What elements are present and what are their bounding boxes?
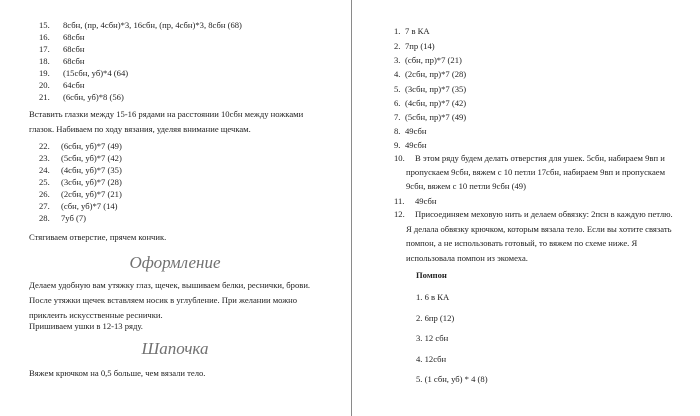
section-heading-decoration: Оформление bbox=[129, 253, 221, 272]
list-item bbox=[394, 151, 679, 193]
row-number: 18. bbox=[39, 56, 50, 66]
row-number: 15. bbox=[39, 20, 50, 30]
row-number: 4. bbox=[394, 69, 401, 79]
row-text: 7пр (14) bbox=[405, 41, 435, 51]
hat-instructions: Вяжем крючком на 0,5 больше, чем вязали тело. bbox=[29, 368, 206, 378]
list-item bbox=[394, 112, 466, 123]
list-item bbox=[394, 140, 427, 151]
list-item bbox=[39, 165, 122, 176]
row-text: (3сбн, уб)*7 (28) bbox=[61, 177, 122, 187]
row-text: (3сбн, пр)*7 (35) bbox=[405, 84, 467, 94]
list-item bbox=[39, 177, 122, 188]
row-text: (5сбн, уб)*7 (42) bbox=[61, 153, 122, 163]
row-text: 68сбн bbox=[63, 56, 85, 66]
row-text: 64сбн bbox=[63, 80, 85, 90]
row-text: (2сбн, уб)*7 (21) bbox=[61, 189, 122, 199]
row-number: 9. bbox=[394, 140, 401, 150]
section-heading-hat: Шапочка bbox=[141, 339, 209, 358]
list-item bbox=[394, 26, 430, 37]
list-item bbox=[394, 126, 427, 137]
pompom-item: 3. 12 сбн bbox=[416, 333, 449, 343]
row-text: (6сбн, уб)*8 (56) bbox=[63, 92, 124, 102]
list-item bbox=[39, 213, 86, 224]
pompom-item: 2. 6пр (12) bbox=[416, 313, 455, 323]
row-text: (6сбн, уб)*7 (49) bbox=[61, 141, 122, 151]
ears-instructions: Пришиваем ушки в 12-13 ряду. bbox=[29, 321, 143, 331]
row-text: В этом ряду будем делать отверстия для ушек. 5сбн, набираем 9вп и пропускаем 9сбн, вяжем с 10 петли 17сбн, набираем 9вп и пропускаем 9сбн, вяжем с 10 петли 9сбн (49) bbox=[406, 153, 666, 191]
row-text: 68сбн bbox=[63, 32, 85, 42]
row-text: (4сбн, пр)*7 (42) bbox=[405, 98, 467, 108]
list-item bbox=[39, 92, 124, 103]
eyes-instructions: Вставить глазки между 15-16 рядами на расстоянии 10сбн между ножками глазок. Набиваем по ходу вязания, уделяя внимание щечкам. bbox=[29, 109, 304, 134]
list-item bbox=[394, 41, 435, 52]
row-text: 8сбн, (пр, 4сбн)*3, 16сбн, (пр, 4сбн)*3, 8сбн (68) bbox=[63, 20, 242, 30]
row-number: 22. bbox=[39, 141, 50, 151]
row-number: 24. bbox=[39, 165, 50, 175]
list-item bbox=[39, 32, 85, 43]
list-item bbox=[39, 201, 118, 212]
row-number: 2. bbox=[394, 41, 401, 51]
row-text: (5сбн, пр)*7 (49) bbox=[405, 112, 467, 122]
row-text: Присоединяем меховую нить и делаем обвязку: 2псн в каждую петлю. Я делала обвязку крючком, которым вязала тело. Если вы хотите связать помпон, а не использовать готовый, то вяжем по схеме ниже. Я использовала помпон из экомеха. bbox=[406, 209, 673, 263]
list-item bbox=[39, 68, 128, 79]
row-number: 17. bbox=[39, 44, 50, 54]
row-text: 49сбн bbox=[405, 126, 427, 136]
row-number: 25. bbox=[39, 177, 50, 187]
row-number: 10. bbox=[394, 153, 405, 163]
decoration-instructions: Делаем удобную вам утяжку глаз, щечек, вышиваем белки, реснички, брови. После утяжки щечек вставляем носик в углубление. При желании можно приклеить искусственные реснички. bbox=[29, 280, 311, 320]
closing-instructions: Стягиваем отверстие, прячем кончик. bbox=[29, 232, 167, 242]
row-number: 7. bbox=[394, 112, 401, 122]
row-number: 20. bbox=[39, 80, 50, 90]
list-item bbox=[39, 56, 85, 67]
row-text: 68сбн bbox=[63, 44, 85, 54]
list-item bbox=[394, 98, 466, 109]
list-item bbox=[394, 69, 466, 80]
row-text: (15сбн, уб)*4 (64) bbox=[63, 68, 129, 78]
row-text: 49сбн bbox=[405, 140, 427, 150]
row-text: (сбн, уб)*7 (14) bbox=[61, 201, 118, 211]
row-number: 26. bbox=[39, 189, 50, 199]
row-number: 28. bbox=[39, 213, 50, 223]
row-number: 12. bbox=[394, 209, 405, 219]
list-item bbox=[39, 189, 122, 200]
list-item bbox=[394, 55, 462, 66]
row-text: (4сбн, уб)*7 (35) bbox=[61, 165, 122, 175]
list-item bbox=[394, 207, 679, 265]
row-text: 49сбн bbox=[415, 196, 437, 206]
row-number: 21. bbox=[39, 92, 50, 102]
row-number: 27. bbox=[39, 201, 50, 211]
row-number: 19. bbox=[39, 68, 50, 78]
list-item bbox=[39, 80, 85, 91]
row-number: 3. bbox=[394, 55, 401, 65]
pompom-item: 4. 12сбн bbox=[416, 354, 447, 364]
row-number: 5. bbox=[394, 84, 401, 94]
right-page bbox=[352, 0, 700, 416]
row-text: (сбн, пр)*7 (21) bbox=[405, 55, 462, 65]
row-number: 23. bbox=[39, 153, 50, 163]
list-item bbox=[39, 20, 242, 31]
list-item bbox=[394, 84, 466, 95]
list-item bbox=[39, 141, 122, 152]
pompom-title: Помпон bbox=[416, 270, 447, 280]
row-text: 7 в КА bbox=[405, 26, 430, 36]
row-number: 6. bbox=[394, 98, 401, 108]
list-item bbox=[39, 153, 122, 164]
list-item bbox=[39, 44, 85, 55]
pompom-item: 1. 6 в КА bbox=[416, 292, 450, 302]
row-text: (2сбн, пр)*7 (28) bbox=[405, 69, 467, 79]
list-item bbox=[394, 196, 437, 207]
row-number: 11. bbox=[394, 196, 405, 206]
row-number: 1. bbox=[394, 26, 401, 36]
row-number: 8. bbox=[394, 126, 401, 136]
row-number: 16. bbox=[39, 32, 50, 42]
row-text: 7уб (7) bbox=[61, 213, 87, 223]
pompom-item: 5. (1 сбн, уб) * 4 (8) bbox=[416, 374, 488, 384]
